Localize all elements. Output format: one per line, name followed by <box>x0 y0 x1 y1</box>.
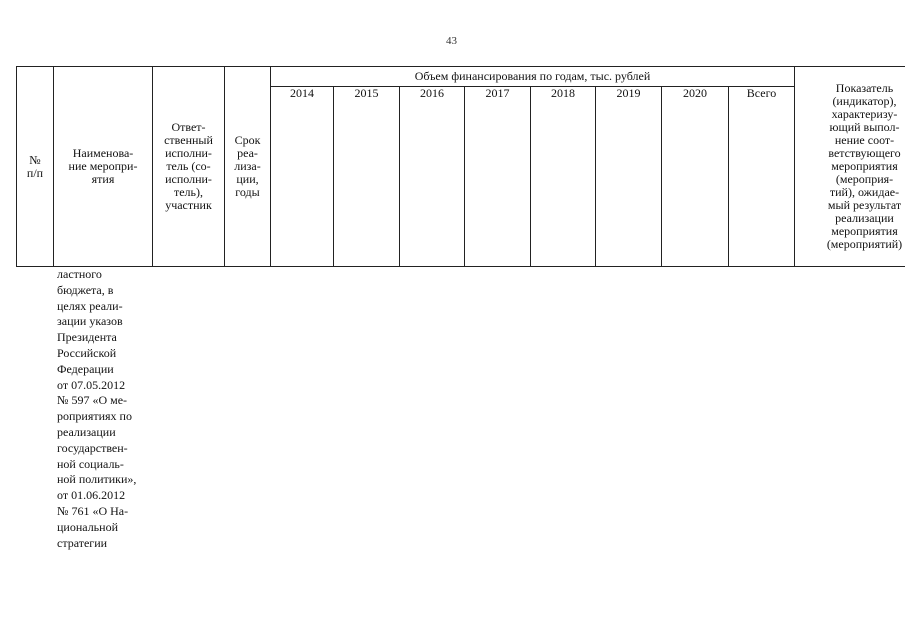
year-header-2019: 2019 <box>596 87 662 267</box>
continuation-text: ластного бюджета, в целях реали- зации указов Президента Российской Федерации от 07.05.2012 № 597 «О ме- роприятиях по реализации государствен- ной социаль- ной политики», от 01.06.2012 № 761 «О На- циональной стратегии <box>57 267 137 550</box>
funding-table <box>16 66 905 267</box>
year-header-total: Всего <box>729 87 795 267</box>
column-header-executor: Ответ- ственный исполни- тель (со- исполни- тель), участник <box>153 67 225 267</box>
year-header-2016: 2016 <box>400 87 465 267</box>
column-header-funding-group: Объем финансирования по годам, тыс. рублей <box>271 67 795 87</box>
year-header-2018: 2018 <box>531 87 596 267</box>
year-header-2014: 2014 <box>271 87 334 267</box>
page-number: 43 <box>446 35 457 47</box>
year-header-2020: 2020 <box>662 87 729 267</box>
column-header-term: Срок реа- лиза- ции, годы <box>225 67 271 267</box>
header-row-top <box>17 67 905 87</box>
column-header-name: Наименова- ние меропри- ятия <box>54 67 153 267</box>
year-header-2015: 2015 <box>334 87 400 267</box>
column-header-number: № п/п <box>17 67 54 267</box>
column-header-indicator: Показатель (индикатор), характеризу- ющий выпол- нение соот- ветствующего мероприятия (мероприя- тий), ожидае- мый результат реализации мероприятия (мероприятий) <box>795 67 905 267</box>
year-header-2017: 2017 <box>465 87 531 267</box>
